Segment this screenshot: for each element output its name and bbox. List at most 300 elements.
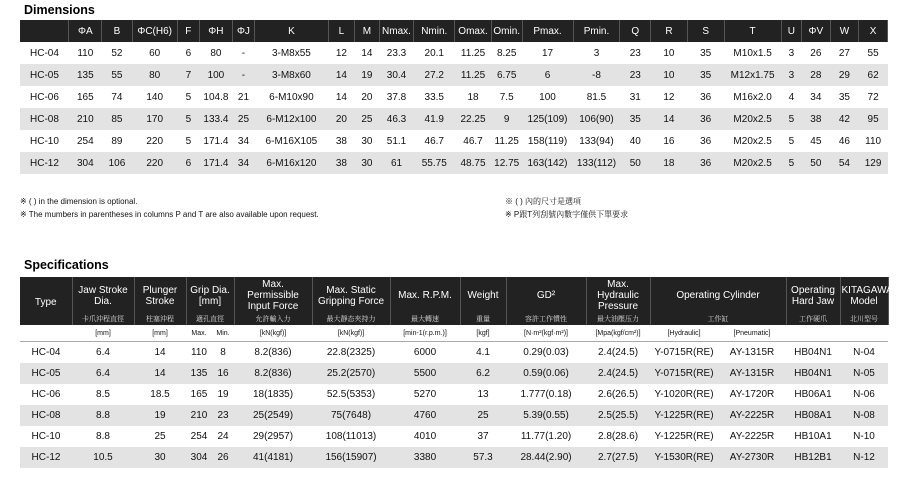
type-cell: HC-08 <box>20 405 72 426</box>
dimensions-row <box>20 64 888 86</box>
spec-cell: N-12 <box>840 447 888 468</box>
spec-cell: 14 <box>134 342 186 364</box>
spec-cell: 11.77(1.20) <box>506 426 586 447</box>
dimension-cell: 40 <box>620 130 651 152</box>
spec-cell: 23 <box>212 405 234 426</box>
spec-cell: 2.4(24.5) <box>586 342 650 364</box>
spec-unit-cell: [kN(kgf)] <box>234 325 312 342</box>
dimension-cell: 35 <box>830 86 859 108</box>
spec-unit-cell: [Hydraulic] <box>650 325 718 342</box>
dim-header-cell: Q <box>620 20 651 42</box>
dimension-cell: 48.75 <box>455 152 492 174</box>
spec-header-cell: Operating Hard Jaw <box>786 277 840 312</box>
dimension-cell: 6 <box>177 42 199 64</box>
dimension-cell: 19 <box>355 64 379 86</box>
dimension-cell: 254 <box>69 130 102 152</box>
spec-cell: Y-0715R(RE) <box>650 342 718 364</box>
dimension-cell: 27.2 <box>414 64 455 86</box>
spec-unit-cell <box>786 325 840 342</box>
type-cell: HC-12 <box>20 447 72 468</box>
dimension-cell: 5 <box>177 108 199 130</box>
spec-header-cell: Max. Hydraulic Pressure <box>586 277 650 312</box>
dimension-cell: 41.9 <box>414 108 455 130</box>
dimension-cell: 46.3 <box>379 108 414 130</box>
spec-cell: 2.4(24.5) <box>586 363 650 384</box>
dimension-cell: 14 <box>328 64 355 86</box>
spec-cell: N-06 <box>840 384 888 405</box>
spec-header-cell: Jaw Stroke Dia. <box>72 277 134 312</box>
dimension-cell: M16x2.0 <box>724 86 781 108</box>
dimension-cell: 129 <box>859 152 888 174</box>
spec-header-cell: Max. Permissible Input Force <box>234 277 312 312</box>
spec-cell: 0.29(0.03) <box>506 342 586 364</box>
dimension-cell: 80 <box>132 64 177 86</box>
dimension-cell: 81.5 <box>573 86 620 108</box>
specifications-row <box>20 447 888 468</box>
dimension-cell: 34 <box>232 152 254 174</box>
dimension-cell: 210 <box>69 108 102 130</box>
dimension-cell: 5 <box>781 152 801 174</box>
spec-cell: 8.8 <box>72 405 134 426</box>
type-cell: HC-04 <box>20 42 69 64</box>
spec-header-cell: Grip Dia. [mm] <box>186 277 234 312</box>
dimension-cell: 3 <box>573 42 620 64</box>
dimension-cell: 37.8 <box>379 86 414 108</box>
dimension-cell: 6 <box>177 152 199 174</box>
specifications-table <box>20 277 900 468</box>
dimension-cell: 6.75 <box>491 64 522 86</box>
spec-unit-cell: [N·m²(kgf·m²)] <box>506 325 586 342</box>
note-parentheses-en: ※ The mumbers in parentheses in columns P and T are also available upon request. <box>20 210 319 219</box>
dim-header-cell <box>20 20 69 42</box>
spec-unit-cell: Min. <box>212 325 234 342</box>
spec-header-zh: 工作缸 <box>650 312 786 325</box>
spec-cell: 37 <box>460 426 506 447</box>
spec-cell: 25.2(2570) <box>312 363 390 384</box>
dimension-cell: 50 <box>802 152 831 174</box>
spec-cell: 75(7648) <box>312 405 390 426</box>
spec-header-zh: 允許輸入力 <box>234 312 312 325</box>
dimension-cell: 3 <box>781 42 801 64</box>
dimension-cell: 30 <box>355 152 379 174</box>
dim-header-cell: Omax. <box>455 20 492 42</box>
dimension-cell: 4 <box>781 86 801 108</box>
dimension-cell: 55 <box>102 64 133 86</box>
spec-cell: 254 <box>186 426 212 447</box>
dimension-cell: 36 <box>687 108 724 130</box>
spec-header-zh: 北川型号 <box>840 312 888 325</box>
spec-cell: 156(15907) <box>312 447 390 468</box>
dimension-cell: 29 <box>830 64 859 86</box>
dim-header-cell: L <box>328 20 355 42</box>
specifications-row <box>20 405 888 426</box>
dim-header-cell: Pmax. <box>522 20 573 42</box>
dimension-cell: 36 <box>687 130 724 152</box>
dim-header-cell: X <box>859 20 888 42</box>
dimensions-row <box>20 86 888 108</box>
type-cell: HC-06 <box>20 384 72 405</box>
spec-cell: 0.59(0.06) <box>506 363 586 384</box>
dimension-cell: 11.25 <box>491 130 522 152</box>
spec-cell: 8 <box>212 342 234 364</box>
spec-cell: 2.6(26.5) <box>586 384 650 405</box>
note-optional-en: ※ ( ) in the dimension is optional. <box>20 197 138 206</box>
dimension-cell: 10 <box>651 42 688 64</box>
dim-header-cell: B <box>102 20 133 42</box>
spec-cell: 165 <box>186 384 212 405</box>
dimension-cell: 30 <box>355 130 379 152</box>
dimension-cell: 85 <box>102 108 133 130</box>
spec-unit-cell: Max. <box>186 325 212 342</box>
dimension-cell: 72 <box>859 86 888 108</box>
dimension-cell: 5 <box>781 108 801 130</box>
spec-cell: AY-1720R <box>718 384 786 405</box>
spec-cell: AY-2730R <box>718 447 786 468</box>
dimension-cell: 35 <box>687 64 724 86</box>
spec-unit-cell: [Mpa(kgf/cm²)] <box>586 325 650 342</box>
spec-cell: HB12B1 <box>786 447 840 468</box>
spec-cell: 8.2(836) <box>234 342 312 364</box>
dimension-cell: 46 <box>830 130 859 152</box>
spec-cell: AY-2225R <box>718 426 786 447</box>
dimensions-row <box>20 108 888 130</box>
spec-cell: 2.7(27.5) <box>586 447 650 468</box>
spec-cell: 6.4 <box>72 363 134 384</box>
specifications-title: Specifications <box>24 258 109 272</box>
spec-cell: 135 <box>186 363 212 384</box>
spec-cell: 25 <box>134 426 186 447</box>
dimension-cell: 60 <box>132 42 177 64</box>
dimension-cell: 42 <box>830 108 859 130</box>
dimension-cell: 20.1 <box>414 42 455 64</box>
spec-cell: 22.8(2325) <box>312 342 390 364</box>
dim-header-cell: M <box>355 20 379 42</box>
spec-cell: AY-2225R <box>718 405 786 426</box>
dim-header-cell: F <box>177 20 199 42</box>
spec-cell: 26 <box>212 447 234 468</box>
dimension-cell: 9 <box>491 108 522 130</box>
dimension-cell: 25 <box>232 108 254 130</box>
dimension-cell: 163(142) <box>522 152 573 174</box>
dimension-cell: 3-M8x55 <box>255 42 328 64</box>
spec-cell: HB10A1 <box>786 426 840 447</box>
spec-cell: HB04N1 <box>786 363 840 384</box>
dimension-cell: 6-M12x100 <box>255 108 328 130</box>
spec-cell: 10.5 <box>72 447 134 468</box>
spec-header-zh: 最大靜态夾持力 <box>312 312 390 325</box>
dimension-cell: 304 <box>69 152 102 174</box>
dimension-cell: 38 <box>328 130 355 152</box>
dimension-cell: 55 <box>859 42 888 64</box>
dimension-cell: 5 <box>177 130 199 152</box>
dimension-cell: 5 <box>781 130 801 152</box>
spec-cell: 18(1835) <box>234 384 312 405</box>
spec-cell: 108(11013) <box>312 426 390 447</box>
spec-header-cell: KITAGAWA® Model <box>840 277 888 312</box>
dimension-cell: 12 <box>651 86 688 108</box>
dimension-cell: 14 <box>328 86 355 108</box>
spec-header-cell: GD² <box>506 277 586 312</box>
dimension-cell: 110 <box>859 130 888 152</box>
spec-header-zh: 重量 <box>460 312 506 325</box>
dimension-cell: 106 <box>102 152 133 174</box>
spec-cell: 2.5(25.5) <box>586 405 650 426</box>
spec-header-cell: Max. R.P.M. <box>390 277 460 312</box>
dimension-cell: 165 <box>69 86 102 108</box>
spec-cell: 25(2549) <box>234 405 312 426</box>
dimension-cell: 61 <box>379 152 414 174</box>
dim-header-cell: Nmin. <box>414 20 455 42</box>
dimension-cell: 171.4 <box>200 130 233 152</box>
spec-cell: HB08A1 <box>786 405 840 426</box>
dimension-cell: 89 <box>102 130 133 152</box>
spec-cell: 2.8(28.6) <box>586 426 650 447</box>
spec-cell: 304 <box>186 447 212 468</box>
dimensions-header-row <box>20 20 888 42</box>
dimension-cell: 46.7 <box>414 130 455 152</box>
spec-cell: 52.5(5353) <box>312 384 390 405</box>
dimension-cell: 14 <box>651 108 688 130</box>
type-cell: HC-06 <box>20 86 69 108</box>
dimension-cell: 135 <box>69 64 102 86</box>
dimension-cell: 36 <box>687 86 724 108</box>
dimension-cell: 12.75 <box>491 152 522 174</box>
spec-cell: AY-1315R <box>718 342 786 364</box>
spec-cell: HB04N1 <box>786 342 840 364</box>
dimension-cell: 14 <box>355 42 379 64</box>
dimensions-row <box>20 130 888 152</box>
spec-header-zh: 卡爪沖程直徑 <box>72 312 134 325</box>
type-cell: HC-10 <box>20 426 72 447</box>
spec-cell: 28.44(2.90) <box>506 447 586 468</box>
dimension-cell: 6 <box>522 64 573 86</box>
dimensions-row <box>20 152 888 174</box>
dimension-cell: 74 <box>102 86 133 108</box>
spec-cell: Y-1020R(RE) <box>650 384 718 405</box>
dim-header-cell: S <box>687 20 724 42</box>
dimension-cell: 7 <box>177 64 199 86</box>
dimension-cell: 18 <box>455 86 492 108</box>
dimension-cell: 55.75 <box>414 152 455 174</box>
dimension-cell: 34 <box>802 86 831 108</box>
dim-header-cell: ΦJ <box>232 20 254 42</box>
dim-header-cell: Pmin. <box>573 20 620 42</box>
spec-cell: N-10 <box>840 426 888 447</box>
dimension-cell: 23 <box>620 42 651 64</box>
dimension-cell: 100 <box>522 86 573 108</box>
dimension-cell: 20 <box>328 108 355 130</box>
spec-cell: 14 <box>134 363 186 384</box>
dimension-cell: 35 <box>687 42 724 64</box>
spec-cell: 6.2 <box>460 363 506 384</box>
specifications-row <box>20 363 888 384</box>
spec-cell: 19 <box>134 405 186 426</box>
dimensions-title: Dimensions <box>24 3 95 17</box>
spec-header-zh: 最大油壓压力 <box>586 312 650 325</box>
spec-header-zh: 最大轉速 <box>390 312 460 325</box>
dimension-cell: 17 <box>522 42 573 64</box>
spec-cell: 3380 <box>390 447 460 468</box>
dim-header-cell: T <box>724 20 781 42</box>
specifications-row <box>20 426 888 447</box>
dimension-cell: 6-M16x120 <box>255 152 328 174</box>
dim-header-cell: Omin. <box>491 20 522 42</box>
dimension-cell: M20x2.5 <box>724 130 781 152</box>
dimension-cell: 62 <box>859 64 888 86</box>
dimension-cell: 38 <box>328 152 355 174</box>
spec-cell: 13 <box>460 384 506 405</box>
spec-header-zh: 適孔直徑 <box>186 312 234 325</box>
dimension-cell: 11.25 <box>455 64 492 86</box>
dimension-cell: - <box>232 64 254 86</box>
dimension-cell: 31 <box>620 86 651 108</box>
dimensions-table <box>20 20 888 174</box>
spec-header-zh: 工作硬爪 <box>786 312 840 325</box>
dimension-cell: 220 <box>132 130 177 152</box>
note-optional-zh: ※ ( ) 內的尺寸是選項 <box>505 197 581 206</box>
dimension-cell: 158(119) <box>522 130 573 152</box>
type-cell: HC-08 <box>20 108 69 130</box>
dimension-cell: 170 <box>132 108 177 130</box>
spec-cell: N-08 <box>840 405 888 426</box>
spec-unit-cell: [mm] <box>134 325 186 342</box>
spec-cell: 8.5 <box>72 384 134 405</box>
dim-header-cell: R <box>651 20 688 42</box>
dim-header-cell: ΦA <box>69 20 102 42</box>
dimension-cell: 23.3 <box>379 42 414 64</box>
dimension-cell: 36 <box>687 152 724 174</box>
dimension-cell: 46.7 <box>455 130 492 152</box>
spec-header-zh: 容許工作慣性 <box>506 312 586 325</box>
dimension-cell: 54 <box>830 152 859 174</box>
spec-cell: 5.39(0.55) <box>506 405 586 426</box>
spec-cell: 30 <box>134 447 186 468</box>
spec-header-zh: 柱塞沖程 <box>134 312 186 325</box>
dimension-cell: 45 <box>802 130 831 152</box>
type-cell: HC-05 <box>20 363 72 384</box>
dimension-cell: 133(94) <box>573 130 620 152</box>
type-cell: HC-12 <box>20 152 69 174</box>
spec-cell: 25 <box>460 405 506 426</box>
type-cell: HC-05 <box>20 64 69 86</box>
dimension-cell: 220 <box>132 152 177 174</box>
spec-header-cell: Weight <box>460 277 506 312</box>
dimension-cell: 133(112) <box>573 152 620 174</box>
spec-header-zh-row <box>20 312 888 325</box>
dimension-cell: 80 <box>200 42 233 64</box>
spec-cell: 210 <box>186 405 212 426</box>
spec-cell: Y-1225R(RE) <box>650 405 718 426</box>
dim-header-cell: U <box>781 20 801 42</box>
spec-cell: Y-1530R(RE) <box>650 447 718 468</box>
spec-cell: 8.8 <box>72 426 134 447</box>
dim-header-cell: ΦC(H6) <box>132 20 177 42</box>
dimension-cell: 35 <box>620 108 651 130</box>
specifications-row <box>20 342 888 364</box>
dimension-cell: M12x1.75 <box>724 64 781 86</box>
dimension-cell: 100 <box>200 64 233 86</box>
dimension-cell: 5 <box>177 86 199 108</box>
spec-cell: N-04 <box>840 342 888 364</box>
spec-cell: 19 <box>212 384 234 405</box>
spec-unit-cell: [kN(kgf)] <box>312 325 390 342</box>
dimension-cell: 26 <box>802 42 831 64</box>
spec-cell: Y-1225R(RE) <box>650 426 718 447</box>
spec-cell: 1.777(0.18) <box>506 384 586 405</box>
spec-cell: N-05 <box>840 363 888 384</box>
spec-header-row <box>20 277 888 312</box>
specifications-row <box>20 384 888 405</box>
dimension-cell: 33.5 <box>414 86 455 108</box>
dimension-cell: 125(109) <box>522 108 573 130</box>
spec-cell: 110 <box>186 342 212 364</box>
dimension-cell: 52 <box>102 42 133 64</box>
spec-header-cell: Max. Static Gripping Force <box>312 277 390 312</box>
dimension-cell: 133.4 <box>200 108 233 130</box>
dimension-cell: 30.4 <box>379 64 414 86</box>
spec-header-units-row <box>20 325 888 342</box>
spec-unit-cell <box>840 325 888 342</box>
spec-header-type: Type <box>20 277 72 325</box>
dimension-cell: 23 <box>620 64 651 86</box>
spec-cell: 6000 <box>390 342 460 364</box>
dimension-cell: 28 <box>802 64 831 86</box>
dimension-cell: 104.8 <box>200 86 233 108</box>
spec-cell: 5270 <box>390 384 460 405</box>
spec-cell: 4760 <box>390 405 460 426</box>
dim-header-cell: Nmax. <box>379 20 414 42</box>
dimension-cell: 6-M16X105 <box>255 130 328 152</box>
spec-cell: HB06A1 <box>786 384 840 405</box>
dimension-cell: M10x1.5 <box>724 42 781 64</box>
dimensions-row <box>20 42 888 64</box>
dimension-cell: 7.5 <box>491 86 522 108</box>
note-parentheses-zh: ※ P跟T列刮號內數字僅供下單要求 <box>505 210 629 219</box>
spec-unit-cell <box>20 325 72 342</box>
dimension-cell: 38 <box>802 108 831 130</box>
spec-cell: 41(4181) <box>234 447 312 468</box>
dimension-cell: 50 <box>620 152 651 174</box>
spec-cell: 8.2(836) <box>234 363 312 384</box>
dim-header-cell: ΦH <box>200 20 233 42</box>
spec-cell: AY-1315R <box>718 363 786 384</box>
dimension-cell: 95 <box>859 108 888 130</box>
spec-cell: 16 <box>212 363 234 384</box>
dimension-cell: 106(90) <box>573 108 620 130</box>
spec-cell: 24 <box>212 426 234 447</box>
dimension-cell: M20x2.5 <box>724 108 781 130</box>
dimension-cell: 21 <box>232 86 254 108</box>
dimension-cell: 6-M10x90 <box>255 86 328 108</box>
spec-cell: Y-0715R(RE) <box>650 363 718 384</box>
spec-cell: 5500 <box>390 363 460 384</box>
dimension-cell: 25 <box>355 108 379 130</box>
dimension-cell: -8 <box>573 64 620 86</box>
spec-unit-cell: [mm] <box>72 325 134 342</box>
spec-cell: 57.3 <box>460 447 506 468</box>
spec-cell: 18.5 <box>134 384 186 405</box>
spec-unit-cell: [kgf] <box>460 325 506 342</box>
spec-unit-cell: [min-1(r.p.m.)] <box>390 325 460 342</box>
type-cell: HC-10 <box>20 130 69 152</box>
type-cell: HC-04 <box>20 342 72 364</box>
spec-cell: 4.1 <box>460 342 506 364</box>
dimension-cell: 27 <box>830 42 859 64</box>
dimension-cell: 51.1 <box>379 130 414 152</box>
spec-unit-cell: [Pneumatic] <box>718 325 786 342</box>
dimension-cell: 3 <box>781 64 801 86</box>
dim-header-cell: ΦV <box>802 20 831 42</box>
